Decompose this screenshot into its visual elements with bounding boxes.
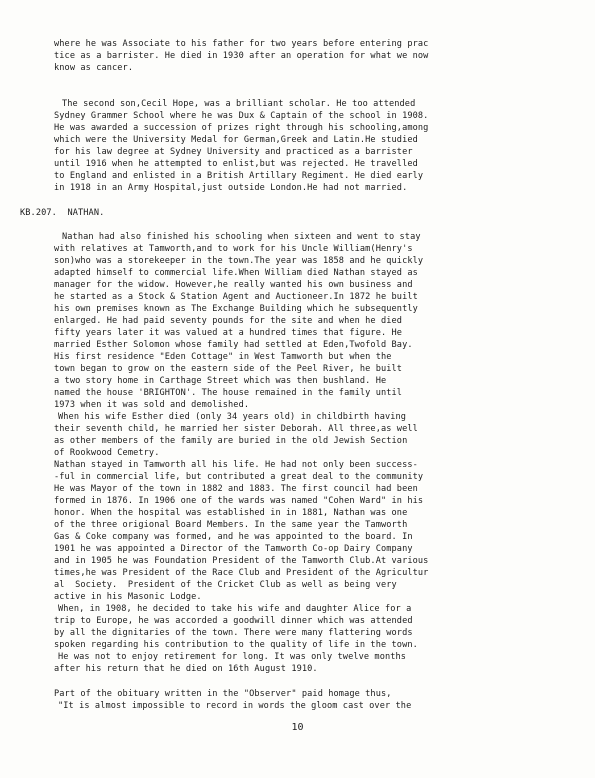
section-heading: KB.207. NATHAN.	[20, 208, 105, 218]
text-line: as other members of the family are buried in the old Jewish Section	[54, 436, 408, 446]
text-line: for his law degree at Sydney University and practiced as a barrister	[54, 147, 413, 157]
text-line: his own premises known as The Exchange Building which he subsequently	[54, 304, 418, 314]
text-line: manager for the widow. However,he really wanted his own business and	[54, 280, 413, 290]
text-line: named the house 'BRIGHTON'. The house remained in the family until	[54, 388, 403, 398]
text-line: al Society. President of the Cricket Club as well as being very	[54, 580, 397, 590]
text-line: When, in 1908, he decided to take his wife and daughter Alice for a	[58, 604, 412, 614]
text-line: When his wife Esther died (only 34 years old) in childbirth having	[58, 412, 407, 422]
text-line: married Esther Solomon whose family had settled at Eden,Twofold Bay.	[54, 340, 413, 350]
text-line: Gas & Coke company was formed, and he was appointed to the board. In	[54, 532, 413, 542]
text-line: which were the University Medal for German,Greek and Latin.He studied	[54, 135, 418, 145]
text-line: fifty years later it was valued at a hundred times that figure. He	[54, 328, 403, 338]
text-line: town began to grow on the eastern side of the Peel River, he built	[54, 364, 403, 374]
text-line: and in 1905 he was Foundation President of the Tamworth Club.At various	[54, 556, 429, 566]
text-line: Sydney Grammer School where he was Dux & Captain of the school in 1908.	[54, 111, 429, 121]
text-line: times,he was President of the Race Club and President of the Agricultur	[54, 568, 429, 578]
text-line: Nathan stayed in Tamworth all his life. He had not only been success-	[54, 460, 418, 470]
text-line: Part of the obituary written in the "Observer" paid homage thus,	[54, 689, 392, 699]
text-line: He was not to enjoy retirement for long. It was only twelve months	[58, 652, 407, 662]
text-line: 1901 he was appointed a Director of the Tamworth Co-op Dairy Company	[54, 544, 413, 554]
text-line: enlarged. He had paid seventy pounds for the site and when he died	[54, 316, 403, 326]
text-line: trip to Europe, he was accorded a goodwill dinner which was attended	[54, 616, 413, 626]
text-line: 1973 when it was sold and demolished.	[54, 400, 250, 410]
text-line: of the three origional Board Members. In the same year the Tamworth	[54, 520, 408, 530]
text-line: in 1918 in an Army Hospital,just outside London.He had not married.	[54, 183, 408, 193]
page-number: 10	[291, 722, 304, 733]
text-line: to England and enlisted in a British Artillary Regiment. He died early	[54, 171, 424, 181]
text-line: He was Mayor of the town in 1882 and 1883. The first council had been	[54, 484, 418, 494]
text-line: by all the dignitaries of the town. There were many flattering words	[54, 628, 413, 638]
text-line: honor. When the hospital was established in in 1881, Nathan was one	[54, 508, 408, 518]
text-line: spoken regarding his contribution to the quality of life in the town.	[54, 640, 418, 650]
text-line: with relatives at Tamworth,and to work for his Uncle William(Henry's	[54, 244, 413, 254]
text-line: their seventh child, he married her sister Deborah. All three,as well	[54, 424, 418, 434]
text-line: He was awarded a succession of prizes right through his schooling,among	[54, 123, 429, 133]
text-line: after his return that he died on 16th August 1910.	[54, 664, 318, 674]
text-line: His first residence "Eden Cottage" in West Tamworth but when the	[54, 352, 392, 362]
text-line: -ful in commercial life, but contributed a great deal to the community	[54, 472, 424, 482]
text-line: The second son,Cecil Hope, was a brilliant scholar. He too attended	[62, 99, 416, 109]
text-line: "It is almost impossible to record in words the gloom cast over the	[58, 701, 412, 711]
text-line: formed in 1876. In 1906 one of the wards was named "Cohen Ward" in his	[54, 496, 424, 506]
text-line: of Rookwood Cemetry.	[54, 448, 160, 458]
text-line: know as cancer.	[54, 63, 134, 73]
text-line: a two story home in Carthage Street which was then bushland. He	[54, 376, 387, 386]
text-line: Nathan had also finished his schooling when sixteen and went to stay	[62, 232, 421, 242]
text-line: he started as a Stock & Station Agent and Auctioneer.In 1872 he built	[54, 292, 418, 302]
text-line: adapted himself to commercial life.When William died Nathan stayed as	[54, 268, 418, 278]
text-line: son)who was a storekeeper in the town.The year was 1858 and he quickly	[54, 256, 424, 266]
text-line: active in his Masonic Lodge.	[54, 592, 202, 602]
text-line: where he was Associate to his father for two years before entering prac	[54, 39, 429, 49]
text-line: tice as a barrister. He died in 1930 after an operation for what we now	[54, 51, 429, 61]
text-line: until 1916 when he attempted to enlist,but was rejected. He travelled	[54, 159, 418, 169]
